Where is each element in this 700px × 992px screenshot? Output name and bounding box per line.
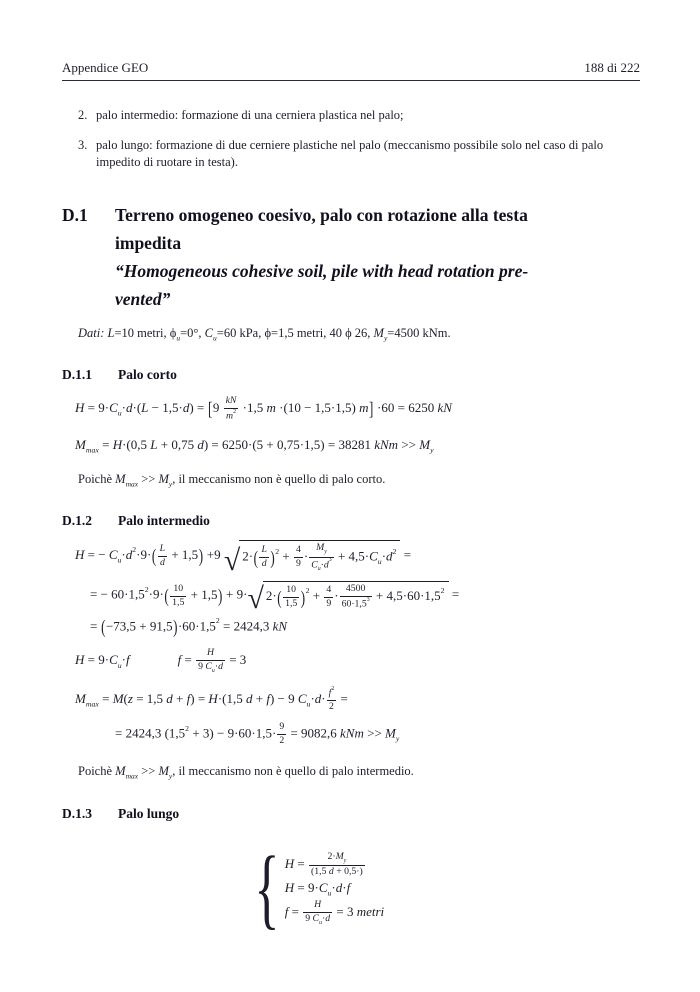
formula-intermedio-Mmax-line2: = 2424,3 $(1,5^2 + 3) - 9\cdot 60\cdot 1,5\cdot$ $\frac{9}{2}$ = 9082,6 kNm >> $M_y$: [115, 721, 400, 747]
section-number: D.1: [62, 204, 88, 225]
note-palo-corto: Poichè $M_{max} >> M_y$, il meccanismo non è quello di palo corto.: [78, 471, 386, 489]
system-line-2: $H = 9\cdot C_u\cdot d\cdot f$: [284, 880, 351, 898]
formula-intermedio-Hf: $H = 9\cdot C_u\cdot f$ f = $\frac{H}{9 C_u\cdot d}$ = 3: [75, 646, 247, 674]
subsection-heading-palo-lungo: [62, 806, 640, 822]
intro-list: [62, 107, 640, 171]
list-item-text: palo lungo: formazione di due cerniere plastiche nel palo (meccanismo possibile solo nel caso di palo impedito di ruotare in testa).: [96, 137, 604, 169]
section-subtitle-line1: “Homogeneous cohesive soil, pile with head rotation pre-: [115, 260, 529, 281]
list-item: [78, 137, 640, 171]
section-heading: [62, 201, 640, 313]
system-line-3: f = $\frac{H}{9 C_u\cdot d}$ = 3 metri: [284, 898, 385, 926]
left-brace: {: [254, 839, 280, 939]
system-line-1: H = $\frac{2\cdot M_y}{(1,5 d + 0,5\cdot)}$: [284, 850, 363, 878]
subsection-title: Palo lungo: [118, 805, 180, 821]
formula-intermedio-H-line2: = − $60\cdot 1,5^2\cdot 9\cdot$( $\frac{10}{1,5}$ + 1,5) + 9· √ 2·( $\frac{10}{1,5}$ )$^2$ + $\frac{4}{9}$ · $\frac{4500}{60\cdot 1,5^3}$ + $4,5\cdot 60\cdot 1,5^2$ =: [90, 581, 460, 615]
formula-intermedio-Mmax-line1: $M_{max} = M(z = 1,5$ d + f) = H·(1,5 d + f) − 9 $C_u\cdot d\cdot$ $\frac{f^2}{2}$ =: [75, 685, 348, 713]
formula-intermedio-H-line3: = $(-73,5 + 91,5)\cdot 60\cdot 1,5^2 = 2424,3$ kN: [90, 615, 288, 638]
list-item-text: palo intermedio: formazione di una cerniera plastica nel palo;: [96, 108, 404, 122]
subsection-number: D.1.1: [62, 367, 92, 383]
section-subtitle-line2: vented”: [115, 288, 171, 309]
section-titles: [115, 201, 528, 313]
section-title-line2: impedita: [115, 232, 182, 253]
list-item-number: 2.: [78, 108, 88, 122]
note-palo-intermedio: Poichè $M_{max} >> M_y$, il meccanismo non è quello di palo intermedio.: [78, 764, 414, 781]
equation-system: [252, 839, 640, 939]
dati-line: Dati: L=10 metri, $\phi_u=0^\circ$, $C_u=60$ kPa, ϕ=1,5 metri, 40 ϕ 26, $M_y=4500$ kNm.: [78, 325, 451, 343]
subsection-heading-palo-corto: [62, 367, 640, 383]
formula-palo-corto-Mmax: $M_{max} = H\cdot(0,5$ L + 0,75 d) = 6250·(5 + 0,75·1,5) = 38281 kNm >> $M_y$: [75, 437, 434, 455]
list-item-number: 3.: [78, 137, 88, 152]
subsection-number: D.1.2: [62, 513, 92, 529]
formula-intermedio-H-line1: H = − $C_u\cdot d^2\cdot 9\cdot$( $\frac{L}{d}$ + 1,5) +9 √ 2·( $\frac{L}{d}$ )$^2$ + $\frac{4}{9}$ · $\frac{M_y}{C_u\cdot d^3}$ + $4,5\cdot C_u\cdot d^2$ =: [75, 542, 412, 577]
subsection-number: D.1.3: [62, 805, 92, 821]
section-title-line1: Terreno omogeneo coesivo, palo con rotazione alla testa: [115, 204, 528, 225]
subsection-heading-palo-intermedio: [62, 513, 640, 529]
page-header: [62, 60, 640, 81]
formula-palo-corto-H: $H = 9\cdot C_u\cdot d\cdot(L - 1,5\cdot d) = [9$ $\frac{kN}{m^2}$ ·1,5 m ·(10 − 1,5·1,5) m] ·60 = 6250 kN: [75, 395, 452, 422]
header-title: Appendice GEO: [62, 60, 149, 75]
list-item: [78, 107, 640, 124]
subsection-title: Palo intermedio: [118, 513, 210, 529]
subsection-title: Palo corto: [118, 367, 177, 383]
system-lines: [285, 852, 384, 926]
page-number: 188 di 222: [584, 60, 640, 75]
